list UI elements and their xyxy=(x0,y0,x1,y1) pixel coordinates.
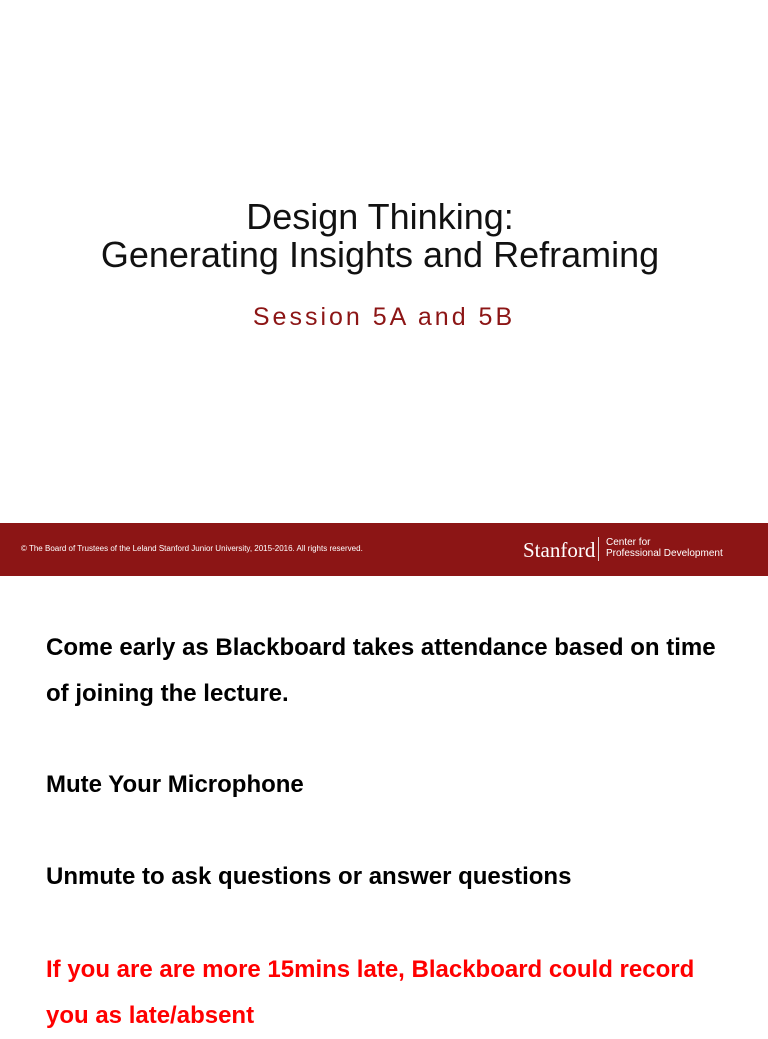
logo-subtitle-line-1: Center for xyxy=(606,537,651,548)
note-mute: Mute Your Microphone xyxy=(46,771,304,798)
note-unmute: Unmute to ask questions or answer questions xyxy=(46,863,572,890)
copyright-notice: © The Board of Trustees of the Leland Stanford Junior University, 2015-2016. All rights reserved. xyxy=(21,544,363,553)
title-line-1: Design Thinking: xyxy=(246,196,514,237)
logo-wordmark: Stanford xyxy=(523,538,596,562)
footer-bar xyxy=(0,523,768,576)
instructions-slide xyxy=(0,576,768,1029)
note-attendance: Come early as Blackboard takes attendance based on time of joining the lecture. xyxy=(46,634,716,707)
logo-subtitle-line-2: Professional Development xyxy=(606,548,723,559)
slide-title xyxy=(0,198,760,274)
logo-divider xyxy=(598,537,599,561)
title-line-2: Generating Insights and Reframing xyxy=(100,234,660,275)
note-late-warning: If you are are more 15mins late, Blackboard could record you as late/absent xyxy=(46,956,695,1029)
slide-subtitle: Session 5A and 5B xyxy=(252,303,516,331)
logo-subtitle xyxy=(606,537,723,559)
